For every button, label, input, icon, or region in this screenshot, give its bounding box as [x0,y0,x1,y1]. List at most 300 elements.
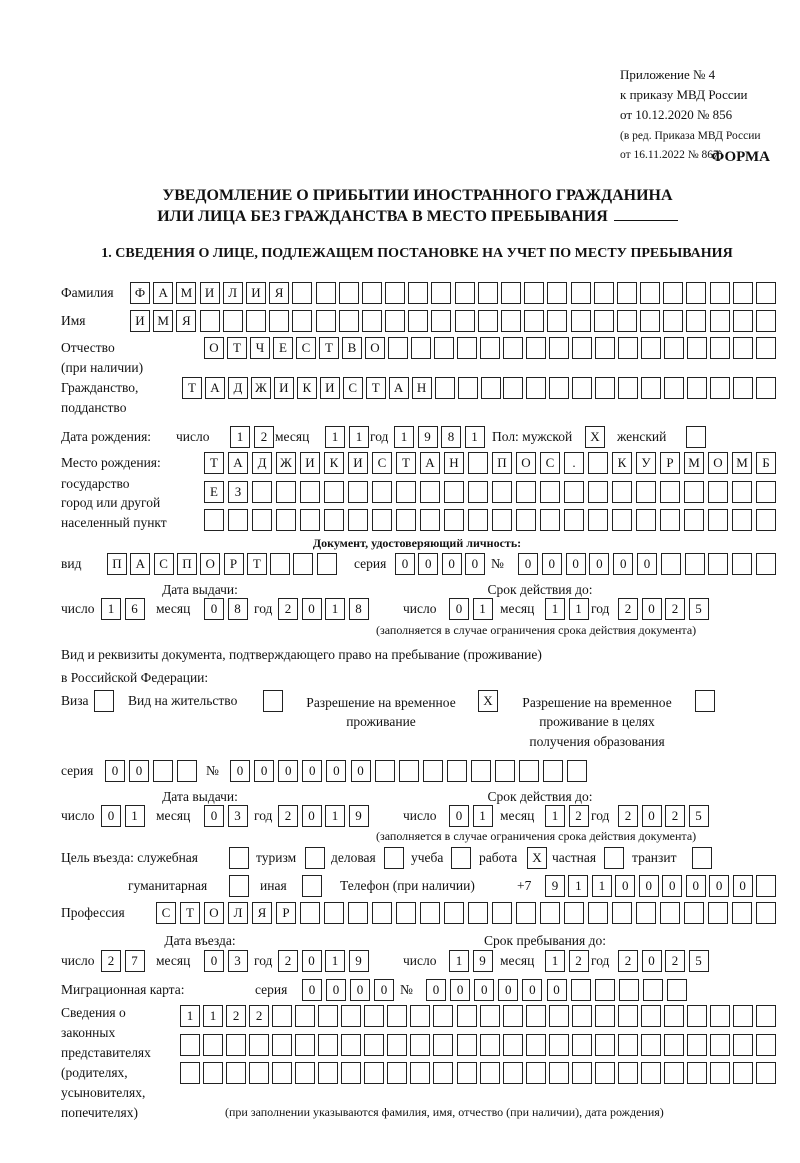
name-cell[interactable] [756,310,776,332]
char-cell[interactable]: 0 [101,805,121,827]
char-cell[interactable]: 9 [473,950,493,972]
doc-number-cell[interactable]: 0 [542,553,562,575]
name-cell[interactable]: И [130,310,150,332]
representative-cell[interactable]: 2 [249,1005,269,1027]
representative-cell[interactable] [341,1062,361,1084]
birth-place-cell[interactable]: М [684,452,704,474]
citizenship-cell[interactable] [641,377,661,399]
phone-cell[interactable]: 0 [733,875,753,897]
birth-place-cell[interactable] [732,509,752,531]
representative-cell[interactable] [733,1034,753,1056]
citizenship-cell[interactable]: С [343,377,363,399]
char-cell[interactable]: 1 [569,598,589,620]
char-cell[interactable]: 2 [569,950,589,972]
surname-cell[interactable] [686,282,706,304]
purpose-service-checkbox[interactable] [229,847,249,869]
representative-cell[interactable] [641,1005,661,1027]
birth-place-cell[interactable] [204,509,224,531]
profession-cell[interactable]: Р [276,902,296,924]
name-cell[interactable] [524,310,544,332]
permit-series-cell[interactable]: 0 [129,760,149,782]
patronymic-cell[interactable] [618,337,638,359]
migration-number-cell[interactable] [667,979,687,1001]
citizenship-cell[interactable] [664,377,684,399]
representative-cell[interactable] [295,1005,315,1027]
representative-cell[interactable] [664,1034,684,1056]
name-cell[interactable] [640,310,660,332]
surname-cell[interactable] [733,282,753,304]
profession-cell[interactable] [372,902,392,924]
representative-cell[interactable]: 1 [180,1005,200,1027]
char-cell[interactable]: 1 [473,805,493,827]
representative-cell[interactable] [595,1062,615,1084]
birth-place-cell[interactable] [252,481,272,503]
name-cell[interactable] [594,310,614,332]
char-cell[interactable]: 0 [204,598,224,620]
representative-cell[interactable] [756,1062,776,1084]
representative-cell[interactable] [572,1062,592,1084]
representative-cell[interactable] [410,1062,430,1084]
name-cell[interactable] [292,310,312,332]
citizenship-cell[interactable] [687,377,707,399]
representative-cell[interactable] [341,1034,361,1056]
citizenship-cell[interactable] [733,377,753,399]
representative-cell[interactable] [595,1034,615,1056]
birth-place-cell[interactable] [708,509,728,531]
representative-cell[interactable] [503,1034,523,1056]
permit-series-cell[interactable] [177,760,197,782]
birth-place-cell[interactable] [588,481,608,503]
purpose-work-checkbox[interactable]: X [527,847,547,869]
birth-place-cell[interactable] [468,509,488,531]
permit-number-cell[interactable] [495,760,515,782]
patronymic-cell[interactable]: О [365,337,385,359]
representative-cell[interactable] [641,1062,661,1084]
temp-permit-checkbox[interactable]: X [478,690,498,712]
purpose-transit-checkbox[interactable] [692,847,712,869]
name-cell[interactable] [431,310,451,332]
representative-cell[interactable] [687,1062,707,1084]
birth-place-cell[interactable] [612,509,632,531]
char-cell[interactable]: 2 [569,805,589,827]
citizenship-cell[interactable] [710,377,730,399]
representative-cell[interactable] [733,1005,753,1027]
doc-kind-cell[interactable] [270,553,290,575]
birth-place-cell[interactable] [708,481,728,503]
doc-number-cell[interactable]: 0 [589,553,609,575]
representative-cell[interactable] [203,1062,223,1084]
patronymic-cell[interactable] [756,337,776,359]
permit-number-cell[interactable]: 0 [326,760,346,782]
permit-number-cell[interactable]: 0 [278,760,298,782]
residence-permit-checkbox[interactable] [263,690,283,712]
representative-cell[interactable] [503,1062,523,1084]
name-cell[interactable]: Я [176,310,196,332]
permit-series-cell[interactable] [153,760,173,782]
representative-cell[interactable] [710,1062,730,1084]
citizenship-cell[interactable] [595,377,615,399]
representative-cell[interactable] [295,1034,315,1056]
birth-place-cell[interactable] [468,481,488,503]
name-cell[interactable] [501,310,521,332]
birth-place-cell[interactable]: С [372,452,392,474]
birth-place-cell[interactable]: И [348,452,368,474]
profession-cell[interactable] [588,902,608,924]
representative-cell[interactable] [526,1005,546,1027]
name-cell[interactable] [663,310,683,332]
surname-cell[interactable] [408,282,428,304]
representative-cell[interactable] [318,1034,338,1056]
doc-number-cell[interactable]: 0 [566,553,586,575]
birth-place-cell[interactable] [228,509,248,531]
representative-cell[interactable] [756,1005,776,1027]
profession-cell[interactable]: Я [252,902,272,924]
patronymic-cell[interactable] [710,337,730,359]
representative-cell[interactable] [710,1034,730,1056]
birth-place-cell[interactable] [348,481,368,503]
surname-cell[interactable] [478,282,498,304]
char-cell[interactable]: 3 [228,805,248,827]
citizenship-cell[interactable]: Ж [251,377,271,399]
doc-number-cell[interactable]: 0 [637,553,657,575]
permit-series-cell[interactable]: 0 [105,760,125,782]
doc-series-cell[interactable]: 0 [465,553,485,575]
char-cell[interactable]: 2 [254,426,274,448]
patronymic-cell[interactable]: О [204,337,224,359]
representative-cell[interactable] [180,1034,200,1056]
char-cell[interactable]: 8 [441,426,461,448]
temp-permit-edu-checkbox[interactable] [695,690,715,712]
char-cell[interactable]: 8 [228,598,248,620]
representative-cell[interactable] [226,1062,246,1084]
permit-number-cell[interactable] [399,760,419,782]
char-cell[interactable]: 9 [349,950,369,972]
birth-place-cell[interactable] [276,509,296,531]
surname-cell[interactable] [292,282,312,304]
citizenship-cell[interactable] [526,377,546,399]
migration-number-cell[interactable]: 0 [474,979,494,1001]
birth-place-cell[interactable] [564,509,584,531]
profession-cell[interactable] [732,902,752,924]
profession-cell[interactable] [468,902,488,924]
char-cell[interactable]: 2 [618,805,638,827]
patronymic-cell[interactable] [388,337,408,359]
migration-number-cell[interactable] [595,979,615,1001]
birth-place-cell[interactable] [612,481,632,503]
migration-number-cell[interactable] [619,979,639,1001]
profession-cell[interactable] [612,902,632,924]
char-cell[interactable]: 8 [349,598,369,620]
profession-cell[interactable]: Т [180,902,200,924]
char-cell[interactable]: 1 [473,598,493,620]
migration-number-cell[interactable] [643,979,663,1001]
char-cell[interactable]: 0 [302,598,322,620]
birth-place-cell[interactable] [300,481,320,503]
profession-cell[interactable] [444,902,464,924]
representative-cell[interactable] [503,1005,523,1027]
birth-place-cell[interactable]: К [324,452,344,474]
birth-place-cell[interactable]: Е [204,481,224,503]
name-cell[interactable] [455,310,475,332]
permit-number-cell[interactable]: 0 [351,760,371,782]
surname-cell[interactable]: И [246,282,266,304]
representative-cell[interactable] [318,1062,338,1084]
citizenship-cell[interactable] [572,377,592,399]
migration-series-cell[interactable]: 0 [374,979,394,1001]
representative-cell[interactable] [526,1062,546,1084]
birth-place-cell[interactable]: Ж [276,452,296,474]
birth-place-cell[interactable] [732,481,752,503]
char-cell[interactable]: 1 [394,426,414,448]
citizenship-cell[interactable] [756,377,776,399]
doc-kind-cell[interactable]: А [130,553,150,575]
char-cell[interactable]: 1 [230,426,250,448]
representative-cell[interactable] [318,1005,338,1027]
char-cell[interactable]: 2 [278,598,298,620]
patronymic-cell[interactable]: С [296,337,316,359]
representative-cell[interactable] [387,1062,407,1084]
surname-cell[interactable] [617,282,637,304]
name-cell[interactable] [223,310,243,332]
name-cell[interactable] [385,310,405,332]
representative-cell[interactable] [480,1005,500,1027]
representative-cell[interactable] [664,1062,684,1084]
surname-cell[interactable] [594,282,614,304]
patronymic-cell[interactable] [503,337,523,359]
char-cell[interactable]: 1 [545,805,565,827]
char-cell[interactable]: 0 [642,805,662,827]
representative-cell[interactable] [687,1034,707,1056]
birth-place-cell[interactable] [564,481,584,503]
doc-number-cell[interactable]: 0 [518,553,538,575]
char-cell[interactable]: 2 [665,950,685,972]
profession-cell[interactable] [756,902,776,924]
citizenship-cell[interactable]: И [320,377,340,399]
patronymic-cell[interactable]: Ч [250,337,270,359]
patronymic-cell[interactable] [411,337,431,359]
surname-cell[interactable] [640,282,660,304]
surname-cell[interactable] [756,282,776,304]
name-cell[interactable] [478,310,498,332]
birth-place-cell[interactable]: Н [444,452,464,474]
surname-cell[interactable]: И [200,282,220,304]
representative-cell[interactable] [549,1062,569,1084]
char-cell[interactable]: 0 [449,598,469,620]
citizenship-cell[interactable]: И [274,377,294,399]
surname-cell[interactable] [455,282,475,304]
birth-place-cell[interactable] [444,509,464,531]
name-cell[interactable] [547,310,567,332]
permit-number-cell[interactable] [471,760,491,782]
surname-cell[interactable]: М [176,282,196,304]
profession-cell[interactable] [660,902,680,924]
patronymic-cell[interactable] [664,337,684,359]
doc-kind-cell[interactable]: С [154,553,174,575]
representative-cell[interactable] [480,1034,500,1056]
visa-checkbox[interactable] [94,690,114,712]
profession-cell[interactable] [708,902,728,924]
patronymic-cell[interactable]: Т [227,337,247,359]
birth-place-cell[interactable] [252,509,272,531]
phone-cell[interactable]: 0 [639,875,659,897]
doc-kind-cell[interactable]: Р [224,553,244,575]
surname-cell[interactable] [547,282,567,304]
surname-cell[interactable]: А [153,282,173,304]
birth-place-cell[interactable] [660,509,680,531]
representative-cell[interactable] [387,1005,407,1027]
char-cell[interactable]: 1 [465,426,485,448]
char-cell[interactable]: 1 [449,950,469,972]
surname-cell[interactable] [710,282,730,304]
citizenship-cell[interactable]: Т [182,377,202,399]
representative-cell[interactable] [387,1034,407,1056]
profession-cell[interactable] [684,902,704,924]
name-cell[interactable] [339,310,359,332]
doc-kind-cell[interactable]: Т [247,553,267,575]
birth-place-cell[interactable]: Т [204,452,224,474]
phone-cell[interactable]: 0 [662,875,682,897]
doc-series-cell[interactable]: 0 [442,553,462,575]
patronymic-cell[interactable]: Т [319,337,339,359]
birth-place-cell[interactable]: О [708,452,728,474]
birth-place-cell[interactable]: А [228,452,248,474]
name-cell[interactable] [733,310,753,332]
representative-cell[interactable] [433,1005,453,1027]
birth-place-cell[interactable] [420,509,440,531]
representative-cell[interactable] [433,1062,453,1084]
birth-place-cell[interactable]: Т [396,452,416,474]
representative-cell[interactable] [572,1034,592,1056]
surname-cell[interactable] [663,282,683,304]
gender-female-checkbox[interactable] [686,426,706,448]
representative-cell[interactable] [549,1034,569,1056]
birth-place-cell[interactable] [588,509,608,531]
citizenship-cell[interactable]: А [389,377,409,399]
citizenship-cell[interactable]: А [205,377,225,399]
birth-place-cell[interactable] [300,509,320,531]
representative-cell[interactable] [364,1034,384,1056]
doc-kind-cell[interactable] [293,553,313,575]
birth-place-cell[interactable]: П [492,452,512,474]
representative-cell[interactable] [618,1005,638,1027]
patronymic-cell[interactable] [641,337,661,359]
representative-cell[interactable] [410,1005,430,1027]
char-cell[interactable]: 0 [302,950,322,972]
surname-cell[interactable]: Ф [130,282,150,304]
birth-place-cell[interactable]: Б [756,452,776,474]
permit-number-cell[interactable] [375,760,395,782]
migration-series-cell[interactable]: 0 [326,979,346,1001]
representative-cell[interactable] [480,1062,500,1084]
name-cell[interactable] [362,310,382,332]
char-cell[interactable]: 2 [618,598,638,620]
char-cell[interactable]: 1 [325,950,345,972]
patronymic-cell[interactable]: Е [273,337,293,359]
birth-place-cell[interactable] [468,452,488,474]
surname-cell[interactable] [431,282,451,304]
purpose-humanitarian-checkbox[interactable] [229,875,249,897]
profession-cell[interactable]: Л [228,902,248,924]
representative-cell[interactable] [249,1062,269,1084]
surname-cell[interactable] [571,282,591,304]
permit-number-cell[interactable]: 0 [230,760,250,782]
representative-cell[interactable] [364,1005,384,1027]
birth-place-cell[interactable] [516,481,536,503]
doc-series-cell[interactable]: 0 [395,553,415,575]
doc-kind-cell[interactable]: П [107,553,127,575]
birth-place-cell[interactable] [372,509,392,531]
representative-cell[interactable] [272,1005,292,1027]
profession-cell[interactable]: О [204,902,224,924]
birth-place-cell[interactable] [756,481,776,503]
doc-kind-cell[interactable]: О [200,553,220,575]
birth-place-cell[interactable]: Р [660,452,680,474]
surname-cell[interactable] [385,282,405,304]
char-cell[interactable]: 2 [665,805,685,827]
birth-place-cell[interactable]: М [732,452,752,474]
representative-cell[interactable]: 2 [226,1005,246,1027]
representative-cell[interactable] [457,1034,477,1056]
name-cell[interactable] [617,310,637,332]
representative-cell[interactable]: 1 [203,1005,223,1027]
char-cell[interactable]: 0 [204,950,224,972]
permit-number-cell[interactable]: 0 [254,760,274,782]
char-cell[interactable]: 9 [418,426,438,448]
birth-place-cell[interactable] [684,481,704,503]
migration-number-cell[interactable]: 0 [450,979,470,1001]
representative-cell[interactable] [364,1062,384,1084]
name-cell[interactable] [408,310,428,332]
surname-cell[interactable] [362,282,382,304]
name-cell[interactable] [316,310,336,332]
birth-place-cell[interactable] [540,481,560,503]
surname-cell[interactable] [339,282,359,304]
phone-cell[interactable]: 0 [615,875,635,897]
citizenship-cell[interactable]: К [297,377,317,399]
birth-place-cell[interactable] [516,509,536,531]
phone-cell[interactable] [756,875,776,897]
char-cell[interactable]: 2 [101,950,121,972]
representative-cell[interactable] [733,1062,753,1084]
char-cell[interactable]: 2 [278,805,298,827]
birth-place-cell[interactable]: У [636,452,656,474]
birth-place-cell[interactable] [588,452,608,474]
char-cell[interactable]: 3 [228,950,248,972]
representative-cell[interactable] [572,1005,592,1027]
representative-cell[interactable] [641,1034,661,1056]
citizenship-cell[interactable] [503,377,523,399]
char-cell[interactable]: 7 [125,950,145,972]
profession-cell[interactable] [564,902,584,924]
migration-number-cell[interactable]: 0 [522,979,542,1001]
char-cell[interactable]: 1 [325,426,345,448]
doc-series-cell[interactable]: 0 [418,553,438,575]
birth-place-cell[interactable]: О [516,452,536,474]
patronymic-cell[interactable] [457,337,477,359]
doc-kind-cell[interactable] [317,553,337,575]
char-cell[interactable]: 0 [642,598,662,620]
migration-number-cell[interactable] [571,979,591,1001]
char-cell[interactable]: 5 [689,598,709,620]
representative-cell[interactable] [410,1034,430,1056]
purpose-study-checkbox[interactable] [451,847,471,869]
representative-cell[interactable] [526,1034,546,1056]
char-cell[interactable]: 1 [125,805,145,827]
representative-cell[interactable] [618,1034,638,1056]
representative-cell[interactable] [180,1062,200,1084]
citizenship-cell[interactable]: Т [366,377,386,399]
citizenship-cell[interactable]: Д [228,377,248,399]
